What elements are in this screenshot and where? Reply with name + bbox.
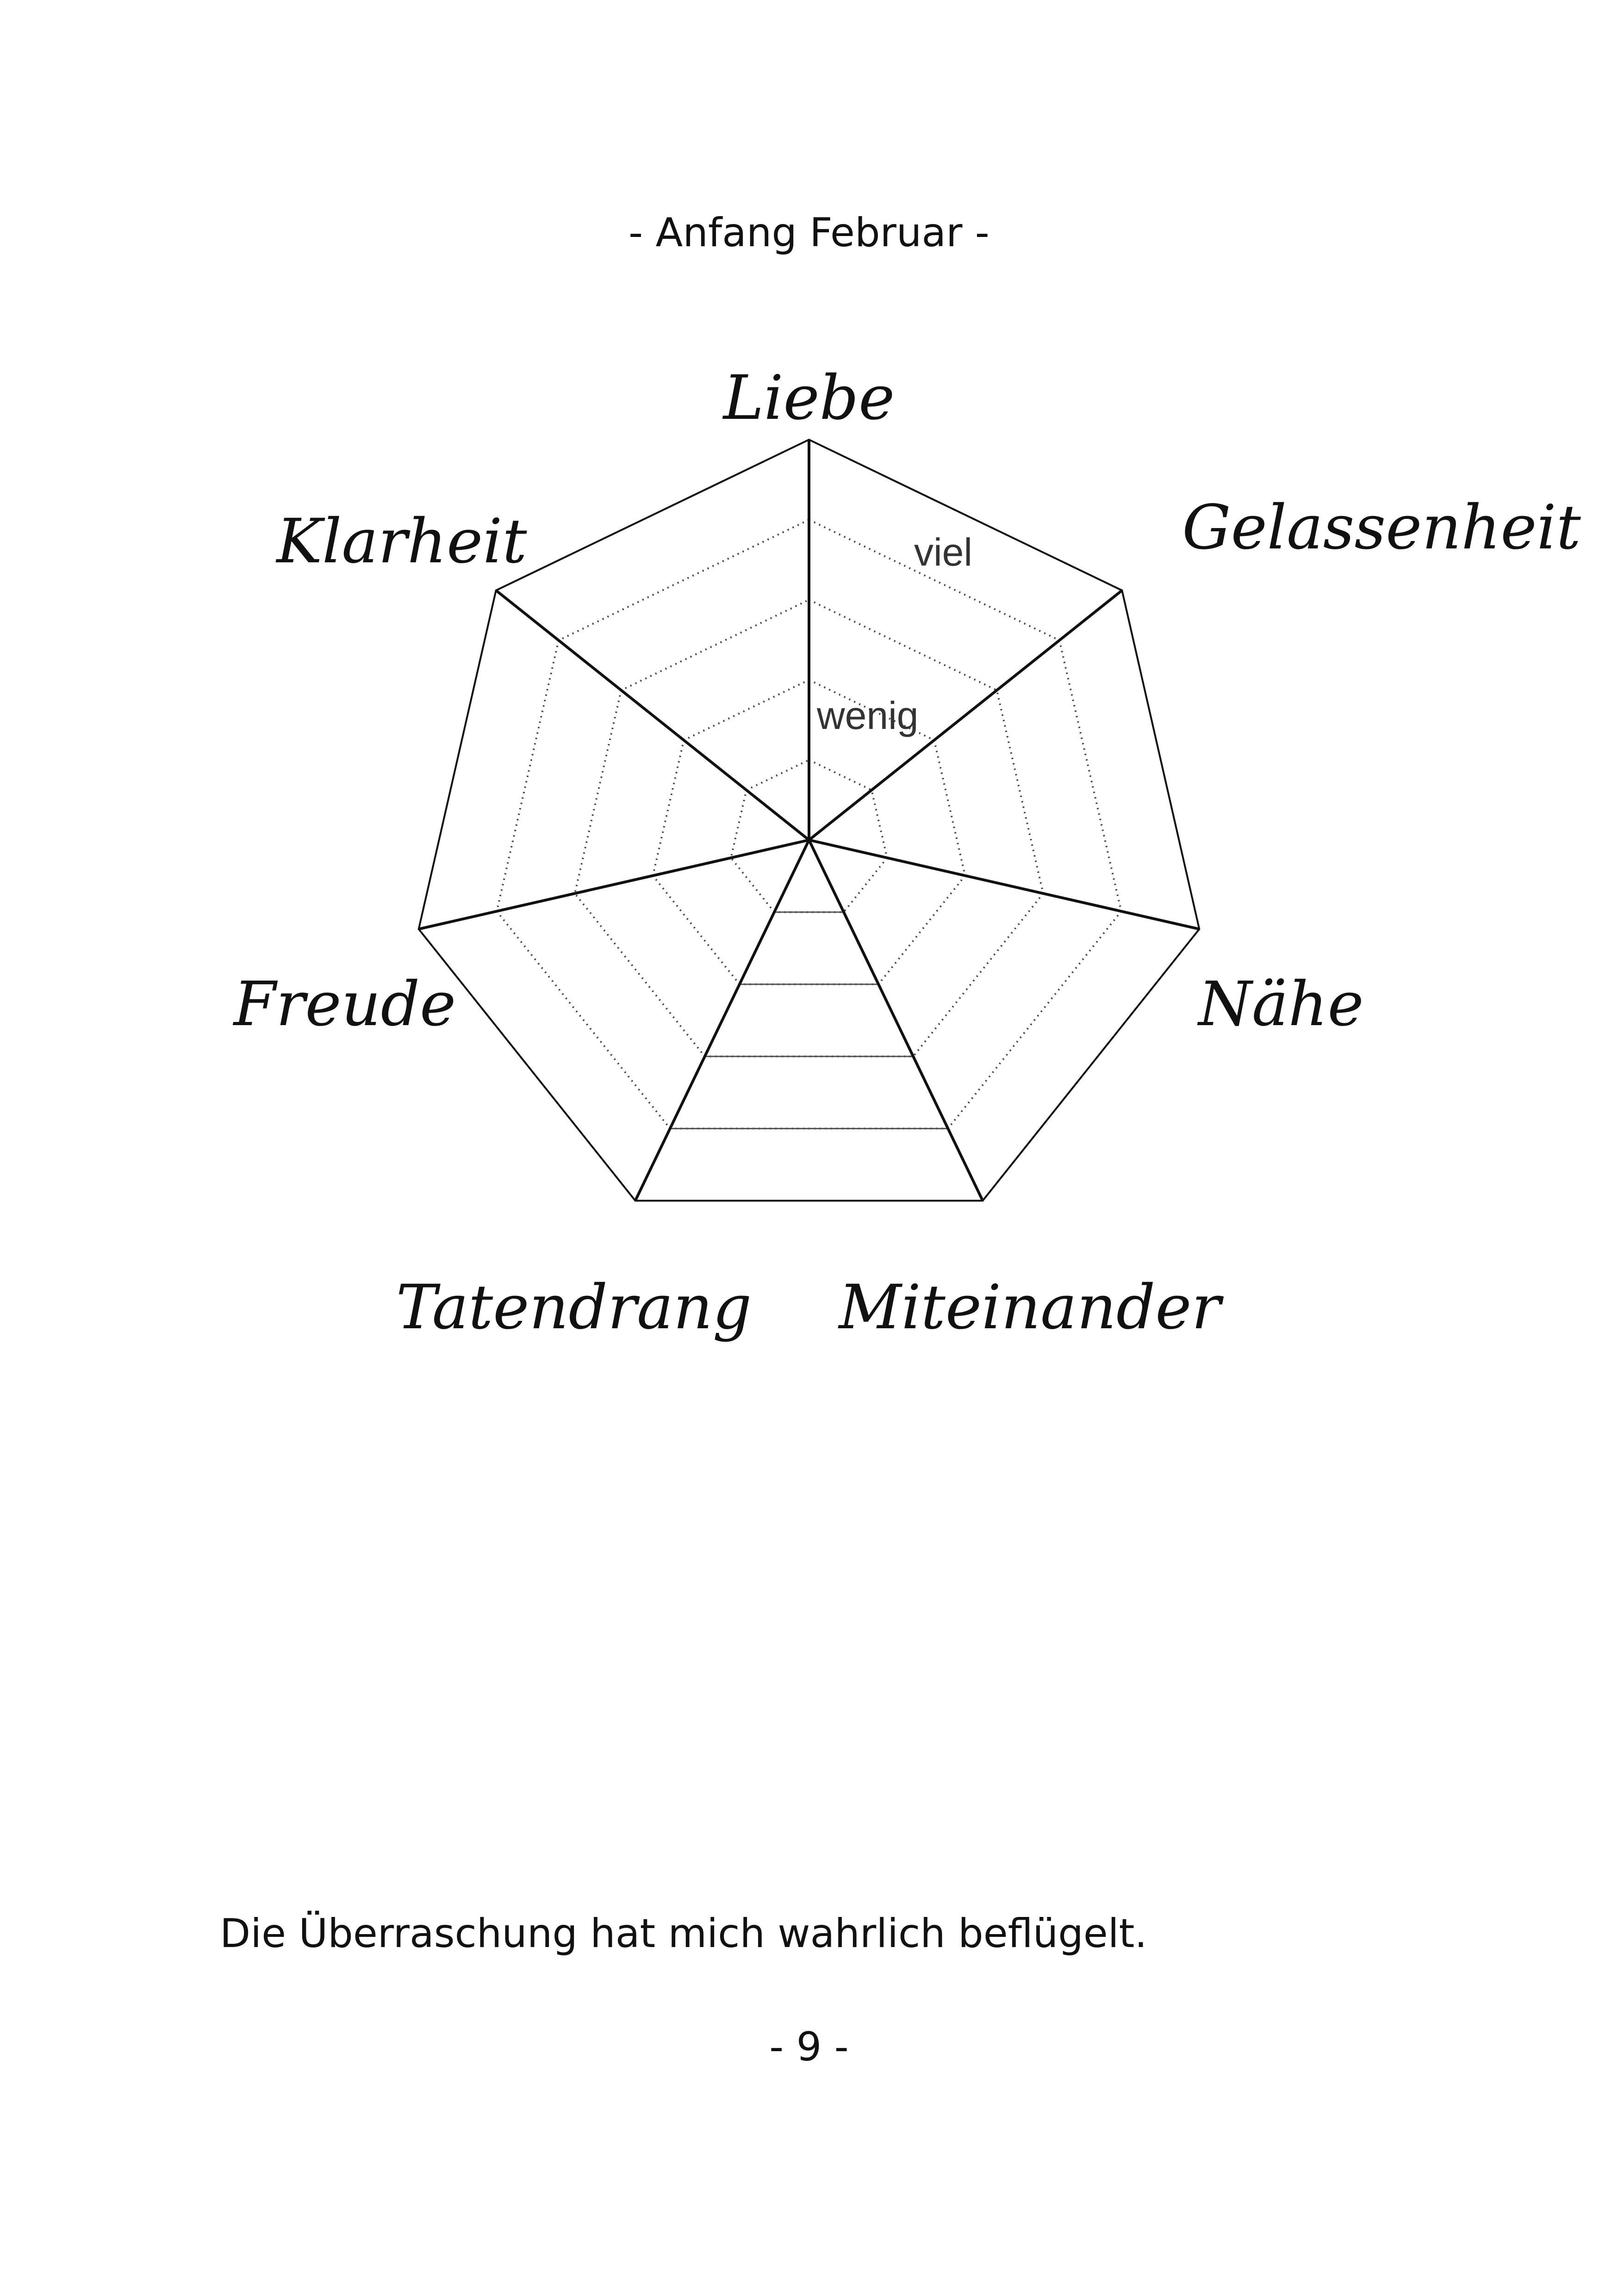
caption-text: Die Überraschung hat mich wahrlich beflügelt. [220, 1910, 1147, 1957]
axis-spoke [419, 840, 809, 929]
page-title: - Anfang Februar - [629, 210, 989, 256]
axis-label: Freude [233, 969, 456, 1040]
level-label-low: wenig [817, 694, 919, 737]
axis-spoke [635, 840, 809, 1201]
axis-label: Miteinander [839, 1272, 1221, 1343]
level-label-high: viel [914, 530, 973, 574]
axis-label: Tatendrang [396, 1272, 752, 1343]
axis-label: Nähe [1198, 969, 1364, 1040]
axis-spoke [809, 840, 983, 1201]
radar-axes [419, 440, 1200, 1201]
page-number: - 9 - [769, 2024, 849, 2070]
radar-labels [233, 362, 1581, 1343]
axis-spoke [496, 591, 809, 840]
axis-label: Klarheit [276, 506, 527, 577]
axis-label: Liebe [723, 362, 895, 434]
axis-label: Gelassenheit [1182, 492, 1581, 563]
axis-spoke [809, 840, 1199, 929]
